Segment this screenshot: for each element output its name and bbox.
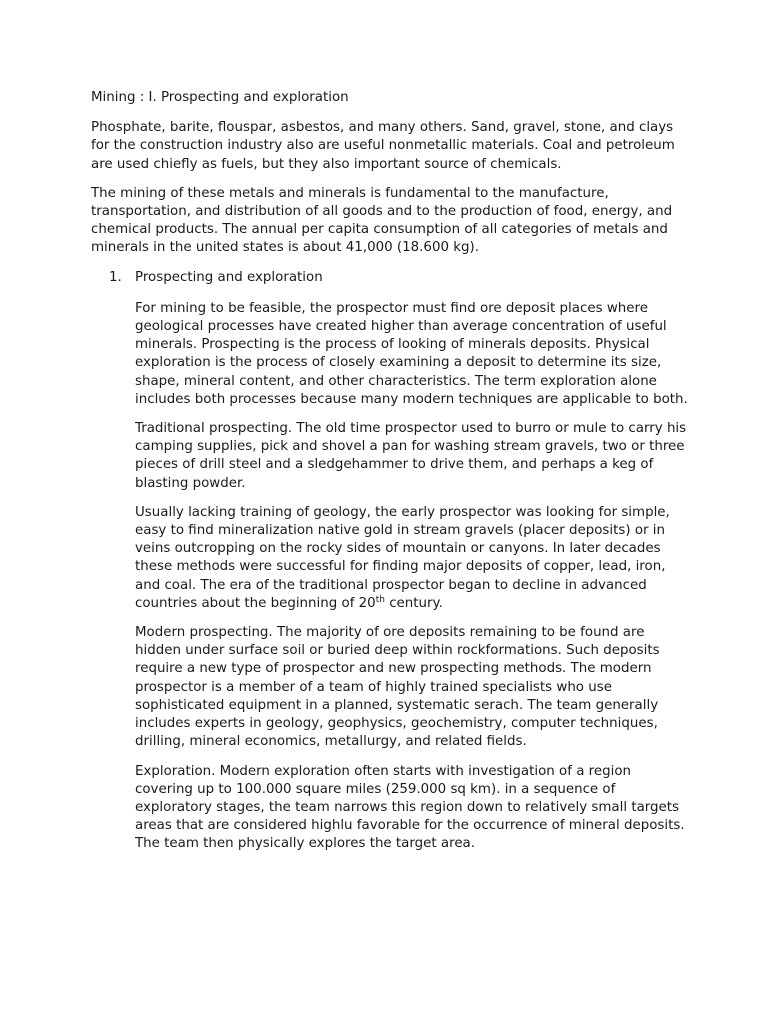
document-body <box>91 89 691 865</box>
early-prospector-text: Usually lacking training of geology, the early prospector was looking for simple, easy to find mineralization native gold in stream gravels (placer deposits) or in veins outcropping on the rocky sides of mountain or canyons. In later decades these methods were successful for finding major deposits of copper, lead, iron, and coal. The era of the traditional prospector began to decline in advanced countries about the beginning of 20 <box>135 504 670 611</box>
traditional-prospecting-paragraph: Traditional prospecting. The old time prospector used to burro or mule to carry his camping supplies, pick and shovel a pan for washing stream gravels, two or three pieces of drill steel and a sledgehammer to drive them, and perhaps a keg of blasting powder. <box>135 421 687 491</box>
modern-prospecting-paragraph: Modern prospecting. The majority of ore deposits remaining to be found are hidden under surface soil or buried deep within rockformations. Such deposits require a new type of prospector and new prospecting methods. The modern prospector is a member of a team of highly trained specialists who use sophisticated equipment in a planned, systematic serach. The team generally includes experts in geology, geophysics, geochemistry, computer techniques, drilling, mineral economics, metallurgy, and related fields. <box>135 625 660 750</box>
list-item-number: 1. <box>109 269 122 285</box>
list-item-heading-text: Prospecting and exploration <box>135 269 323 285</box>
early-prospector-paragraph <box>135 504 691 613</box>
early-prospector-text-end: century. <box>384 595 443 611</box>
feasibility-paragraph: For mining to be feasible, the prospector must find ore deposit places where geological processes have created higher than average concentration of useful minerals. Prospecting is the process of looking of minerals deposits. Physical exploration is the process of closely examining a deposit to determine its size, shape, mineral content, and other characteristics. The term exploration alone includes both processes because many modern techniques are applicable to both. <box>135 300 688 407</box>
exploration-paragraph: Exploration. Modern exploration often starts with investigation of a region covering up to 100.000 square miles (259.000 sq km). in a sequence of exploratory stages, the team narrows this region down to relatively small targets areas that are considered highlu favorable for the occurrence of mineral deposits. The team then physically explores the target area. <box>135 763 685 852</box>
list-item-heading <box>91 269 691 287</box>
numbered-list <box>91 269 691 854</box>
list-item-body <box>91 300 691 854</box>
ordinal-superscript: th <box>375 594 385 605</box>
intro-paragraph-2: The mining of these metals and minerals is fundamental to the manufacture, transportation, and distribution of all goods and to the production of food, energy, and chemical products. The annual per capita consumption of all categories of metals and minerals in the united states is about 41,000 (18.600 kg). <box>91 185 673 256</box>
document-title: Mining : I. Prospecting and exploration <box>91 90 349 105</box>
intro-paragraph-1: Phosphate, barite, flouspar, asbestos, and many others. Sand, gravel, stone, and clays for the construction industry also are useful nonmetallic materials. Coal and petroleum are used chiefly as fuels, but they also important source of chemicals. <box>91 120 675 172</box>
